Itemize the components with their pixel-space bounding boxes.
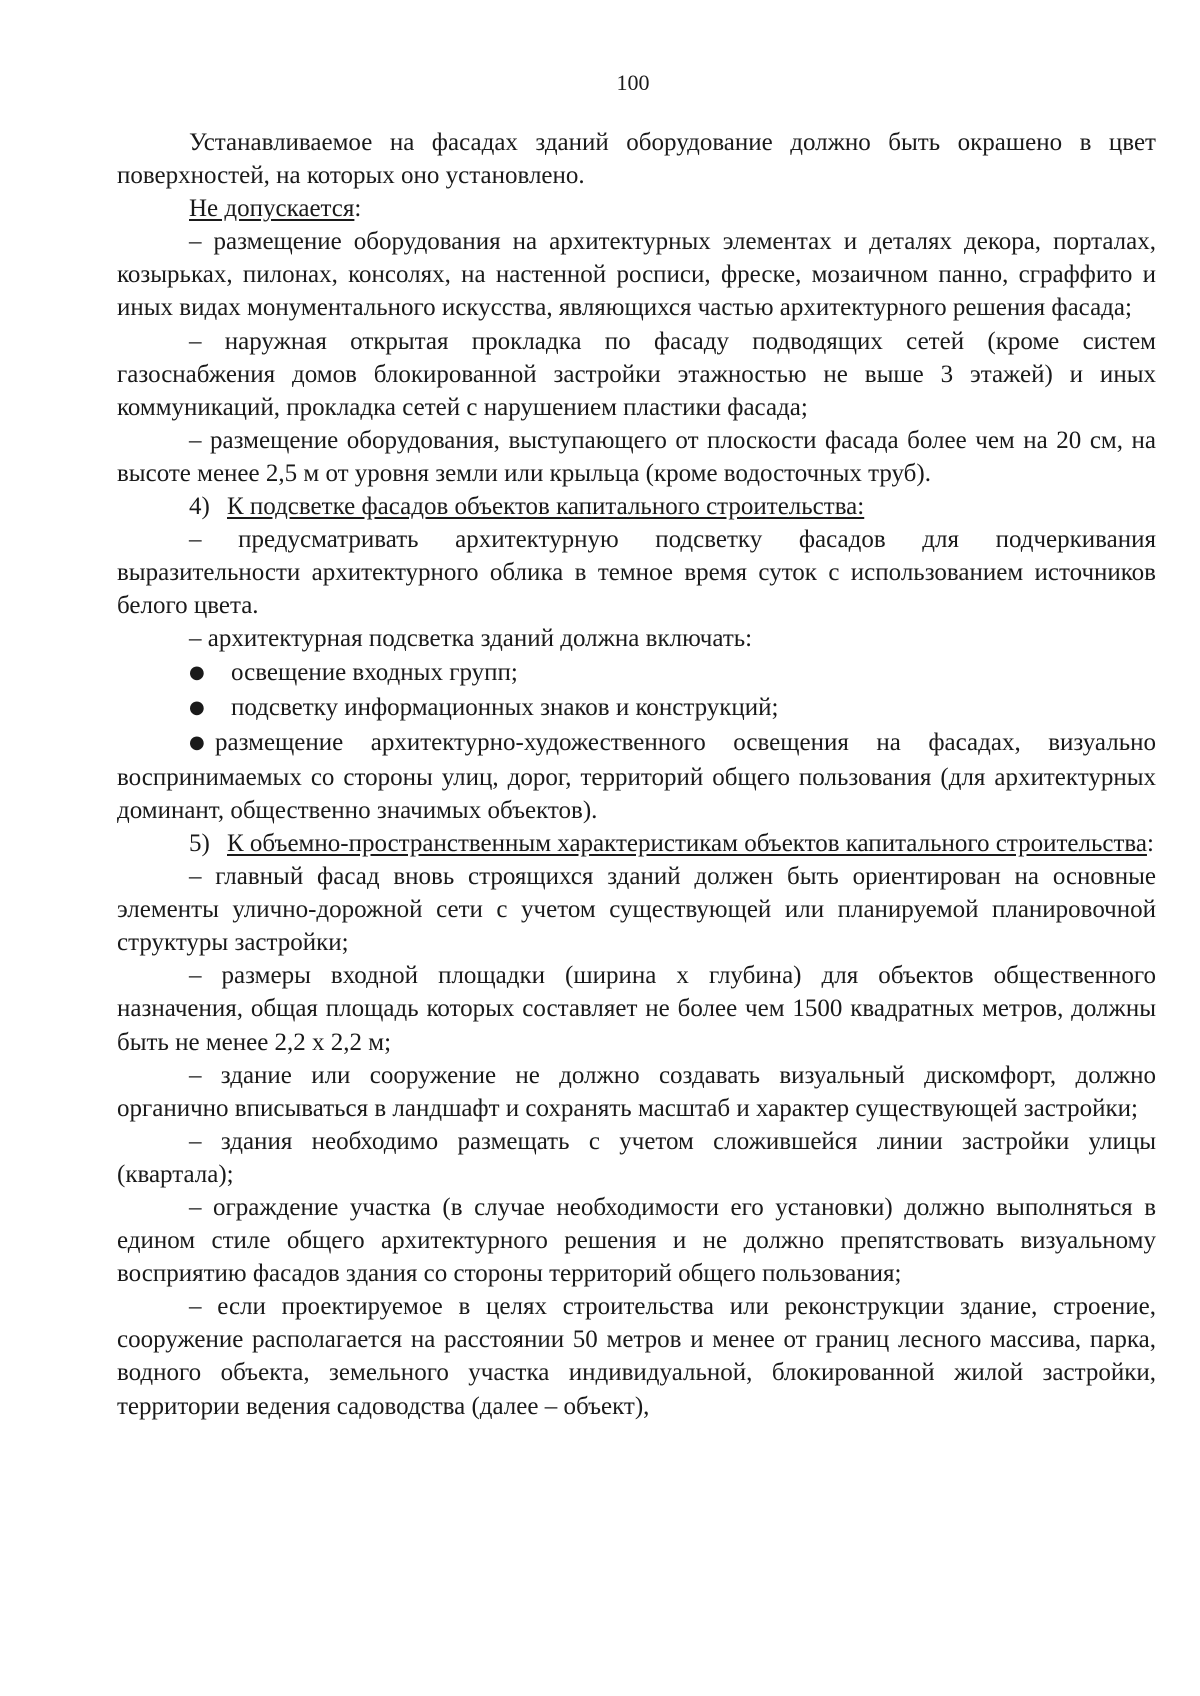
paragraph-architectural-lighting: – предусматривать архитектурную подсветку фасадов для подчеркивания выразительности архитектурного облика в темное время суток с использованием источников белого цвета. xyxy=(117,526,1156,620)
heading-colon: : xyxy=(354,195,362,223)
section-4-number: 4) xyxy=(189,493,210,521)
page-number: 100 xyxy=(616,70,650,95)
paragraph-visual-comfort: – здание или сооружение не должно создавать визуальный дискомфорт, должно органично вписываться в ландшафт и сохранять масштаб и характер существующей застройки; xyxy=(117,1061,1156,1122)
section-5-number: 5) xyxy=(189,829,210,857)
bullet-icon: ● xyxy=(189,696,205,718)
section-5-heading xyxy=(117,827,1156,860)
paragraph-equipment-color: Устанавливаемое на фасадах зданий оборудование должно быть окрашено в цвет поверхностей, на которых оно установлено. xyxy=(117,129,1156,190)
paragraph-lighting-includes: – архитектурная подсветка зданий должна включать: xyxy=(189,625,753,653)
document-body xyxy=(117,126,1156,1423)
section-4-heading xyxy=(117,490,1156,523)
paragraph-distance-50m: – если проектируемое в целях строительства или реконструкции здание, строение, сооружение располагается на расстоянии 50 метров и менее от границ лесного массива, парка, водного объекта, земельного участка индивидуальной, блокированной жилой застройки, территории ведения садоводства (далее – объект), xyxy=(117,1293,1156,1420)
paragraph-main-facade: – главный фасад вновь строящихся зданий должен быть ориентирован на основные элементы улично-дорожной сети с учетом существующей или планируемой планировочной структуры застройки; xyxy=(117,863,1156,957)
bullet-item-facade-lighting xyxy=(117,726,1156,827)
paragraph-external-networks: – наружная открытая прокладка по фасаду подводящих сетей (кроме систем газоснабжения домов блокированной застройки этажностью не выше 3 этажей) и иных коммуникаций, прокладка сетей с нарушением пластики фасада; xyxy=(117,327,1156,421)
bullet-text: подсветку информационных знаков и конструкций; xyxy=(231,693,779,721)
paragraph-fence: – ограждение участка (в случае необходимости его установки) должно выполняться в едином стиле общего архитектурного решения и не должно препятствовать визуальному восприятию фасадов здания со стороны территорий общего пользования; xyxy=(117,1194,1156,1288)
bullet-text: освещение входных групп; xyxy=(231,658,518,686)
bullet-icon: ● xyxy=(189,661,205,683)
bullet-icon: ● xyxy=(189,731,205,753)
section-4-title: К подсветке фасадов объектов капитального строительства: xyxy=(227,493,865,521)
heading-colon: : xyxy=(1146,829,1154,857)
paragraph-protruding-equipment: – размещение оборудования, выступающего от плоскости фасада более чем на 20 см, на высоте менее 2,5 м от уровня земли или крыльца (кроме водосточных труб). xyxy=(117,426,1156,487)
paragraph-entrance-size: – размеры входной площадки (ширина х глубина) для объектов общественного назначения, общая площадь которых составляет не более чем 1500 квадратных метров, должны быть не менее 2,2 х 2,2 м; xyxy=(117,962,1156,1056)
bullet-item-sign-lighting xyxy=(117,691,1156,726)
not-allowed-heading: Не допускается xyxy=(189,195,355,223)
section-5-title: К объемно-пространственным характеристикам объектов капитального строительства xyxy=(227,829,1147,857)
bullet-item-entrance-lighting xyxy=(117,656,1156,691)
paragraph-building-line: – здания необходимо размещать с учетом сложившейся линии застройки улицы (квартала); xyxy=(117,1127,1156,1188)
paragraph-not-allowed-heading xyxy=(117,192,1156,225)
paragraph-equipment-on-decor: – размещение оборудования на архитектурных элементах и деталях декора, порталах, козырьках, пилонах, консолях, на настенной росписи, фреске, мозаичном панно, сграффито и иных видах монументального искусства, являющихся частью архитектурного решения фасада; xyxy=(117,228,1156,322)
bullet-text: размещение архитектурно-художественного освещения на фасадах, визуально воспринимаемых со стороны улиц, дорог, территорий общего пользования (для архитектурных доминант, общественно значимых объектов). xyxy=(117,728,1156,824)
